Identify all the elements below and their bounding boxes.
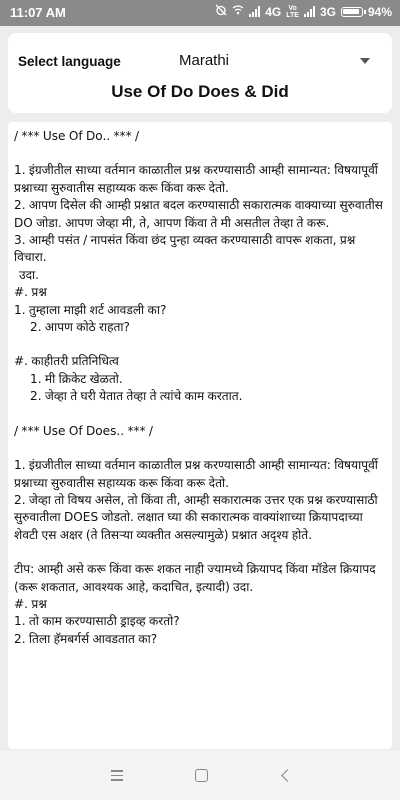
menu-icon[interactable] — [108, 767, 126, 785]
signal-icon-1 — [249, 6, 260, 17]
lesson-text — [8, 122, 392, 648]
page-title: Use Of Do Does & Did — [111, 82, 289, 101]
paragraph: 2. आपण दिसेल की आम्ही प्रश्नात बदल करण्यासाठी सकारात्मक वाक्याच्या सुरुवातीस DO जोडा. आपण जेव्हा मी, ते, आपण किंवा ते मी असतील तेव्हा ते करू. — [14, 198, 383, 230]
network-type-2: 3G — [319, 4, 336, 19]
list-item: 1. तो काम करण्यासाठी ड्राइव्ह करतो? — [14, 614, 180, 629]
paragraph: 1. इंग्रजीतील साध्या वर्तमान काळातील प्रश्न करण्यासाठी आम्ही सामान्यत: विषयापूर्वी प्रश्नाच्या सुरुवातीस सहाय्यक करू किंवा करू देतो. — [14, 458, 378, 490]
section-heading-does: / *** Use Of Does.. *** / — [14, 423, 154, 438]
subheading: #. प्रश्न — [14, 285, 47, 300]
paragraph: 3. आम्ही पसंत / नापसंत किंवा छंद पुन्हा व्यक्त करण्यासाठी वापरू शकता, प्रश्न विचारा. — [14, 233, 356, 265]
dropdown-arrow-icon — [360, 58, 370, 64]
back-icon[interactable] — [277, 767, 295, 785]
network-type-1: 4G — [265, 4, 282, 19]
paragraph: 2. जेव्हा तो विषय असेल, तो किंवा ती, आम्ही सकारात्मक उत्तर एक प्रश्न करण्यासाठी सुरुवातीला DOES जोडतो. लक्षात घ्या की सकारात्मक वाक्यांशाच्या क्रियापदाच्या शेवटी एस अक्षर (ते तिसऱ्या व्यक्तीत असल्यामुळे) प्रश्नात अदृश्य होते. — [14, 492, 378, 542]
language-dropdown[interactable] — [173, 49, 378, 75]
wifi-calling-icon — [232, 4, 244, 19]
status-icons — [215, 4, 392, 19]
language-label: Select language — [18, 54, 121, 69]
list-item: 2. आपण कोठे राहता? — [30, 320, 130, 335]
volte-badge: Vo LTE — [286, 4, 299, 19]
list-item: 1. तुम्हाला माझी शर्ट आवडली का? — [14, 302, 167, 317]
status-bar — [0, 0, 400, 26]
paragraph: 1. इंग्रजीतील साध्या वर्तमान काळातील प्रश्न करण्यासाठी आम्ही सामान्यत: विषयापूर्वी प्रश्नाच्या सुरुवातीस सहाय्यक करू किंवा करू देतो. — [14, 163, 378, 195]
battery-icon — [341, 7, 363, 17]
subheading: #. काहीतरी प्रतिनिधित्व — [14, 354, 119, 369]
example-label: उदा. — [19, 267, 40, 282]
header-card — [8, 33, 392, 113]
note-paragraph: टीप: आम्ही असे करू किंवा करू शकत नाही ज्यामध्ये क्रियापद किंवा मॉडेल क्रियापद (करू शकतात, आवश्यक आहे, कदाचित, इत्यादी) उदा. — [14, 562, 376, 594]
list-item: 2. जेव्हा ते घरी येतात तेव्हा ते त्यांचे काम करतात. — [30, 389, 243, 404]
navigation-bar — [0, 751, 400, 800]
signal-icon-2 — [304, 6, 315, 17]
alarm-off-icon — [215, 4, 227, 19]
home-icon[interactable] — [192, 767, 210, 785]
battery-percent: 94% — [367, 4, 392, 19]
subheading: #. प्रश्न — [14, 596, 47, 611]
list-item: 1. मी क्रिकेट खेळतो. — [30, 371, 123, 386]
list-item: 2. तिला हॅमबर्गर्स आवडतात का? — [14, 631, 158, 646]
section-heading-do: / *** Use Of Do.. *** / — [14, 129, 140, 143]
status-time: 11:07 AM — [10, 5, 66, 20]
lesson-content-card[interactable] — [8, 122, 392, 749]
language-selected-value: Marathi — [179, 52, 230, 69]
